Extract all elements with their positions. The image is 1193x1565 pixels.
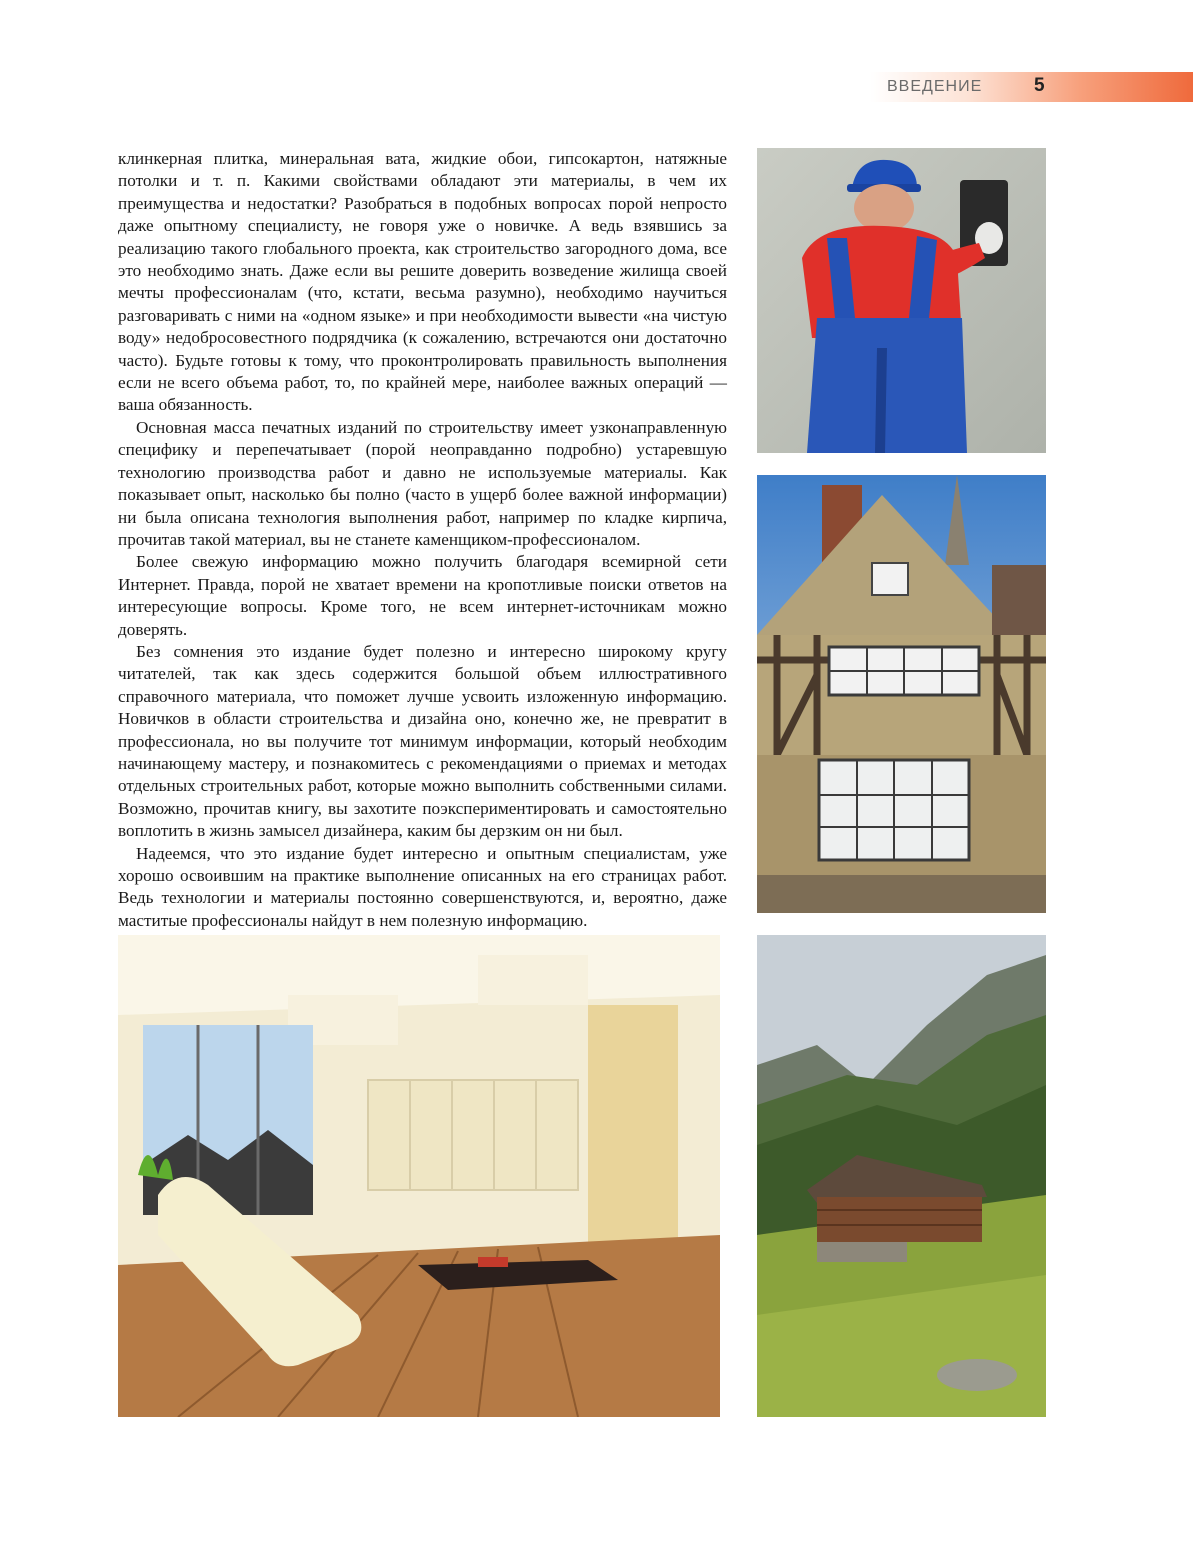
paragraph-2: Основная масса печатных изданий по строительству имеет узконаправленную специфику и перепечатывает (порой неоправданно подробно) устаревшую технологию производства работ и давно не используемые материалы. Как показывает опыт, насколько бы полно (часто в ущерб более важной информации) ни была описана технология выполнения работ, например по кладке кирпича, прочитав такой материал, вы не станете каменщиком-профессионалом. <box>118 417 727 549</box>
paragraph-4: Без сомнения это издание будет полезно и интересно широкому кругу читателей, так как здесь содержится большой объем иллюстративного справочного материала, что поможет лучше усвоить изложенную информацию. Новичков в области строительства и дизайна оно, конечно же, не превратит в профессионала, но вы получите тот минимум информации, который необходим начинающему мастеру, и познакомитесь с рекомендациями о приемах и методах отдельных строительных работ, которые можно выполнить собственными силами. Возможно, прочитав книгу, вы захотите поэкспериментировать и самостоятельно воплотить в жизнь замысел дизайнера, каким бы дерзким он ни был. <box>118 641 727 841</box>
mountain-chalet-photo <box>757 935 1046 1417</box>
interior-photo <box>118 935 720 1417</box>
paragraph-5: Надеемся, что это издание будет интересно и опытным специалистам, уже хорошо освоившим на практике выполнение описанных на его страницах работ. Ведь технологии и материалы постоянно совершенствуются, и, вероятно, даже маститые профессионалы найдут в нем полезную информацию. <box>118 843 727 930</box>
page-number: 5 <box>1034 75 1045 96</box>
section-title: ВВЕДЕНИЕ <box>887 78 983 95</box>
body-text <box>118 148 727 932</box>
paragraph-1: клинкерная плитка, минеральная вата, жидкие обои, гипсокартон, натяжные потолки и т. п. Какими свойствами обладают эти материалы, в чем их преимущества и недостатки? Разобраться в подобных вопросах порой непросто даже опытному специалисту, не говоря уже о новичке. А ведь взявшись за реализацию такого глобального проекта, как строительство загородного дома, все это необходимо знать. Даже если вы решите доверить возведение жилища своей мечты профессионалам (что, кстати, весьма разумно), необходимо научиться разговаривать с ними на «одном языке» и при необходимости вывести «на чистую воду» недобросовестного подрядчика (к сожалению, встречаются они достаточно часто). Будьте готовы к тому, что проконтролировать правильность выполнения если не всего объема работ, то, по крайней мере, наиболее важных операций — ваша обязанность. <box>118 149 727 415</box>
timber-house-photo <box>757 475 1046 913</box>
worker-photo <box>757 148 1046 453</box>
paragraph-3: Более свежую информацию можно получить благодаря всемирной сети Интернет. Правда, порой не хватает времени на кропотливые поиски ответов на интересующие вопросы. Кроме того, не всем интернет-источникам можно доверять. <box>118 552 727 639</box>
